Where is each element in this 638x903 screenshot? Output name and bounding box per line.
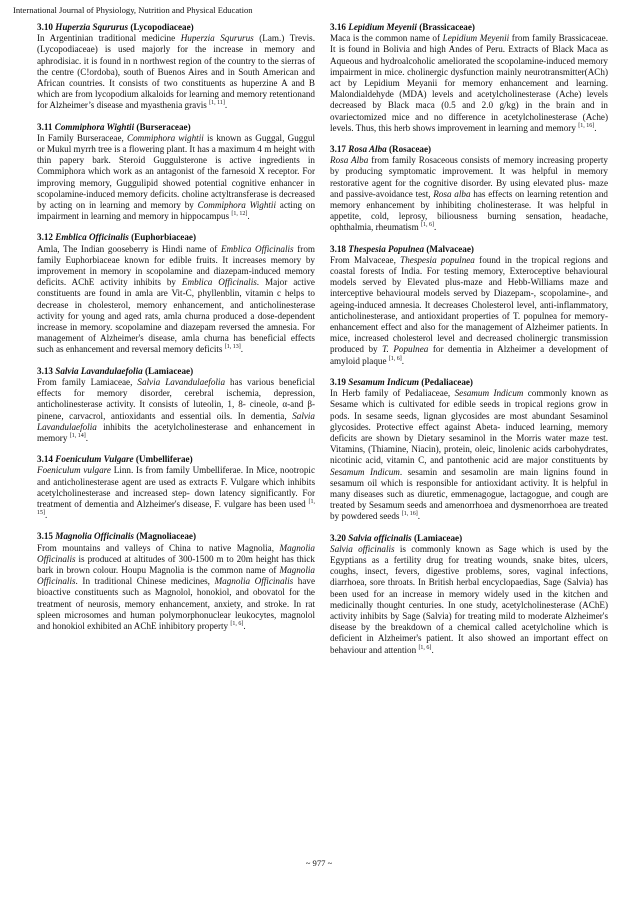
section-heading (330, 377, 608, 388)
body-text: for dementia in Alzheimer a development of amyloid plaque (330, 344, 609, 366)
italic-term: Sesamum Indicum (330, 466, 400, 477)
species-name: Thespesia Populnea (348, 243, 425, 254)
section (37, 122, 315, 223)
family-name: (Brassicaceae) (419, 22, 475, 32)
body-text: Linn. Is from family Umbelliferae. In Mice, nootropic and anticholinesterase agent are used as extracts F. Vulgare which inhibits acetylcholinesterase and increased step- down latency significantly. For treatment of dementia and Alzheimer's disease, F. vulgare has been used (37, 465, 315, 509)
section (37, 366, 315, 444)
italic-term: Salvia officinalis (330, 543, 395, 554)
species-name: Sesamum Indicum (348, 376, 419, 387)
section-number: 3.12 (37, 232, 53, 243)
body-text: From mountains and valleys of China to native Magnolia, (37, 542, 280, 553)
species-name: Emblica Officinalis (55, 232, 129, 243)
family-name: (Lycopodiaceae) (130, 22, 194, 32)
body-text: . (431, 644, 434, 655)
body-text: from family Euphorbiaceae known for edible fruits. It increases memory by improvement in memory in scopolamine and diazepam-induced memory deficits. AChE activity inhibits by (37, 243, 315, 288)
species-name: Magnolia Officinalis (55, 531, 134, 542)
family-name: (Euphorbiaceae) (131, 232, 197, 243)
section (330, 144, 608, 234)
italic-term: Thespesia populnea (400, 254, 475, 265)
family-name: (Lamiaceae) (144, 365, 194, 376)
italic-term: Rosa Alba (330, 155, 369, 166)
italic-term: Commiphora Wightii (197, 200, 276, 211)
body-text: . In traditional Chinese medicines, (75, 576, 215, 587)
italic-term: Huperzia Sqururus (180, 33, 254, 44)
italic-term: Salvia Lavandulaefolia (37, 410, 315, 432)
body-text: In Argentinian traditional medicine (37, 33, 181, 44)
body-text: . sesamin and sesamolin are main lignins found in sesamum oil which is responsible for antioxidant activity. It is helpful in many diseases such as diuretic, emmenagogue, lactagogue, and cough are treated by Sesamum seeds and amenorrhoea and dysmenorrhoea are treated by powdered seeds (330, 466, 608, 522)
body-text: . (247, 211, 250, 222)
section-heading (330, 533, 608, 544)
section-body (330, 155, 608, 233)
italic-term: Lepidium Meyenii (442, 33, 510, 44)
section-heading (330, 144, 608, 155)
family-name: (Lamiaceae) (414, 532, 463, 543)
section (37, 531, 315, 632)
right-column (330, 22, 608, 666)
section (330, 533, 608, 656)
italic-term: Emblica Officinalis (220, 243, 294, 254)
species-name: Lepidium Meyenii (348, 22, 417, 32)
species-name: Salvia officinalis (348, 532, 412, 543)
section-body (37, 133, 315, 223)
section (37, 454, 315, 521)
body-text: have bioactive constituents such as Magnolol, honokiol, and obovatol for the treatment of neurosis, memory enhancement, anxiety, and stroke. In rat spleen microsomes and human polymorphonuclear leukocytes, magnolol and honokiol exhibited an AChE inhibitory property (37, 576, 315, 631)
section-number: 3.19 (330, 376, 346, 387)
body-text: from family Rosaceous consists of memory increasing property by producing symptomatic improvement. It was helpful in memory restorative agent for the cognitive disorder. By using elevated plus- maze and passive-avoidance test, (330, 155, 608, 199)
body-text: Amla, The Indian gooseberry is Hindi name of (37, 243, 221, 254)
section-number: 3.10 (37, 22, 53, 32)
species-name: Huperzia Sqururus (55, 22, 129, 32)
body-text: . (417, 511, 420, 522)
italic-term: Foeniculum vulgare (37, 465, 111, 476)
section-heading (37, 366, 315, 377)
section-number: 3.11 (37, 121, 53, 132)
species-name: Commiphora Wightii (54, 121, 135, 132)
species-name: Salvia Lavandulaefolia (55, 365, 143, 376)
citation: [1, 11] (209, 100, 225, 107)
body-text: is known as Guggal, Guggul or Mukul myrrh tree is a flowering plant. It has a maximum 4 m height with thin papery bark. Steroid Guggulsterone is active ingredients in Commiphora which work as an antagonist of the farnesoid X receptor. For improving memory, Guggulipid showed potential cognitive enhancer in scopolamine-induced memory deficits. choline actyltransferase is decreased by acting on in learning and memory by (37, 132, 315, 211)
body-text: From family Lamiaceae, (37, 376, 138, 387)
body-text: In Herb family of Pedaliaceae, (330, 388, 455, 399)
family-name: (Magnoliaceae) (136, 531, 197, 542)
family-name: (Rosaceae) (388, 144, 432, 155)
section-heading (37, 454, 315, 465)
citation: [1, 14] (69, 432, 86, 439)
page-number: ~ 977 ~ (305, 858, 333, 868)
section (37, 232, 315, 355)
section-body (37, 465, 315, 521)
body-text: . (85, 432, 88, 443)
body-text: acting on impairment in learning and memory in hippocampus (37, 200, 316, 222)
citation: [1, 6] (388, 355, 402, 362)
section-heading (37, 232, 315, 243)
section-number: 3.16 (330, 22, 346, 32)
body-text: . (594, 122, 597, 133)
body-text: inhibits the acetylcholinesterase and enhancement in memory (37, 421, 315, 443)
body-text: . (45, 510, 48, 521)
body-text: found in the tropical regions and coastal forests of India. For testing memory, Exteroceptive behavioural models served by Elevated plus-maze and Hebb-Williams maze and interceptive behavioural models served by Diazepam-, scopolamine-, and ageing-induced amnesia. It decreases Cholesterol level, anti-inflammatory, anticholinesterase, and antioxidant properties of T. populnea for memory-enhancement effect and also for the management of Alzheimer patients. In mice, increased cholesterol level and decreased cholinergic transmission produced by (330, 254, 608, 355)
italic-term: Magnolia Officinalis (37, 564, 315, 587)
section-body (330, 255, 608, 367)
section-body (37, 543, 315, 633)
body-text: . (401, 355, 405, 366)
body-text: . (240, 344, 244, 355)
body-text: . (243, 620, 246, 631)
section (330, 244, 608, 367)
italic-term: Rosa alba (433, 188, 471, 199)
left-column (37, 22, 315, 642)
section-body (37, 377, 315, 444)
body-text: From Malvaceae, (330, 254, 401, 265)
body-text: has various beneficial effects for memory disorder, cerebral ischemia, depression, anticholinesterase activity. It consists of luteolin, 1, 8- cineole, α-and β-pinene, carvacrol, antioxidants and essential oils. In dementia, (37, 376, 316, 421)
family-name: (Burseraceae) (136, 121, 191, 132)
body-text: is commonly known as Sage which is used by the Egyptians as a fertility drug for treating wounds, snake bites, ulcers, coughs, insect, fevers, digestive problems, sores, vaginal infections, diarrhoea, sore throats. In British herbal encyclopaedias, Sage (Salvia) has been used for an increase in memory widely used in the kitchen and medicinally thought centuries. In one study, acetylcholinesterase (AChE) activity inhibits by Sage (Salvia) for treating mild to moderate Alzheimer's disease by the breakdown of a chemical called acetylcholine which is deficient in Alzheimer's patient. It also showed an important effect on behaviour and attention (330, 543, 609, 655)
body-text: commonly known as Sesame which is cultivated for edible seeds in tropical regions grow in pods. In sesame seeds, lignan glycosides are most abundant Sesaminol glycosides. Protective effect against Abeta- induced learning, memory deficits are shown by Dietary sesaminol in the Morris water maze test. Vitamins, (Thiamine, Niacin), protein, oleic, linolenic acids carbohydrates, nicotinic acid, vitamin C, and pantothenic acid are major constituents by (330, 388, 608, 466)
citation: [1, 15] (37, 498, 315, 517)
journal-header: International Journal of Physiology, Nutrition and Physical Education (13, 5, 253, 15)
italic-term: Commiphora wightii (127, 132, 204, 143)
italic-term: Emblica Officinalis (181, 277, 257, 288)
italic-term: T. Populnea (382, 344, 429, 355)
body-text: . Major active constituents are found in amla are Vit-C, phyllenblin, vitamin c helps to decrease in cholesterol, memory enhancement, and anticholinesterase activity for young and aged rats, amla churna produced a dose-dependent increase in memory. scopolamine and diazepam reversed the amnesia. For management of Alzheimer's disease, amla churna has beneficial effects such as enhancement and reversal memory deficits (37, 277, 315, 355)
citation: [1, 6] (418, 644, 432, 651)
italic-term: Salvia Lavandulaefolia (137, 376, 226, 387)
body-text: from family Brassicaceae. It is found in Bolivia and high Andes of Peru. Extracts of Black Maca as Aqueous and hydroalcoholic ameliorated the scopolamine-induced memory impairment in mice. cholinergic dysfunction mainly neurotransmitter(ACh) act by Lepidium Meyanii for memory enhancement and learning. Malondialdehyde (MDA) levels and acetylcholinesterase (Ache) levels decreased by Black maca (0.5 and 2.0 g/kg) in the brain and in ovariectomized mice and no difference in acetylcholinesterase (Ache) levels. Thus, this herb shows improvement in learning and memory (330, 33, 609, 133)
family-name: (Malvaceae) (426, 243, 474, 254)
citation: [1, 16] (401, 511, 418, 518)
family-name: (Umbelliferae) (135, 454, 193, 465)
body-text: (Lam.) Trevis. (Lycopodiaceae) is used majorly for the increase in memory and aphrodisiac. it is found in n northwest region of the country to the sierras of the centre (C!ordoba), south of Buenos Aires and in South American and African countries. It consists of two constituents as huperzine A and B which are from lycopodium alkaloids for learning and memory retentionand for Alzheimer’s disease and myasthenia gravis (37, 33, 316, 111)
citation: [1, 13] (224, 344, 241, 351)
italic-term: Sesamum Indicum (454, 388, 524, 399)
section (37, 22, 315, 112)
section (330, 377, 608, 523)
body-text: In Family Burseraceae, (37, 132, 128, 143)
family-name: (Pedaliaceae) (421, 376, 473, 387)
section-heading (37, 531, 315, 542)
section-heading (330, 244, 608, 255)
citation: [1, 6] (420, 222, 434, 229)
section (330, 22, 608, 134)
section-number: 3.14 (37, 454, 53, 465)
section-heading (37, 122, 315, 133)
section-number: 3.20 (330, 532, 346, 543)
section-body (330, 33, 608, 134)
section-heading (330, 22, 608, 33)
section-body (37, 33, 315, 111)
section-body (37, 244, 315, 356)
body-text: Maca is the common name of (330, 33, 443, 44)
body-text: . (433, 222, 437, 233)
citation: [1, 12] (231, 211, 248, 218)
citation: [1, 6] (230, 620, 244, 627)
section-body (330, 388, 608, 522)
section-number: 3.17 (330, 144, 346, 155)
body-text: . (224, 100, 228, 111)
section-number: 3.18 (330, 243, 346, 254)
section-number: 3.15 (37, 531, 53, 542)
section-heading (37, 22, 315, 33)
italic-term: Magnolia Officinalis (37, 542, 315, 564)
citation: [1, 16] (578, 122, 595, 129)
species-name: Foeniculum Vulgare (55, 454, 134, 465)
section-number: 3.13 (37, 365, 53, 376)
body-text: has effects on learning retention and memory enhancement by inhibiting cholinesterase. It was helpful in appetite, cold, leprosy, biliousness burning sensation, headache, ophthalmia, rheumatism (330, 188, 608, 233)
body-text: is produced at altitudes of 300-1500 m to 20m height has thick bark in brown colour. Houpu Magnolia is the common name of (37, 553, 315, 575)
italic-term: Magnolia Officinalis (214, 576, 294, 587)
species-name: Rosa Alba (348, 144, 387, 155)
section-body (330, 544, 608, 656)
